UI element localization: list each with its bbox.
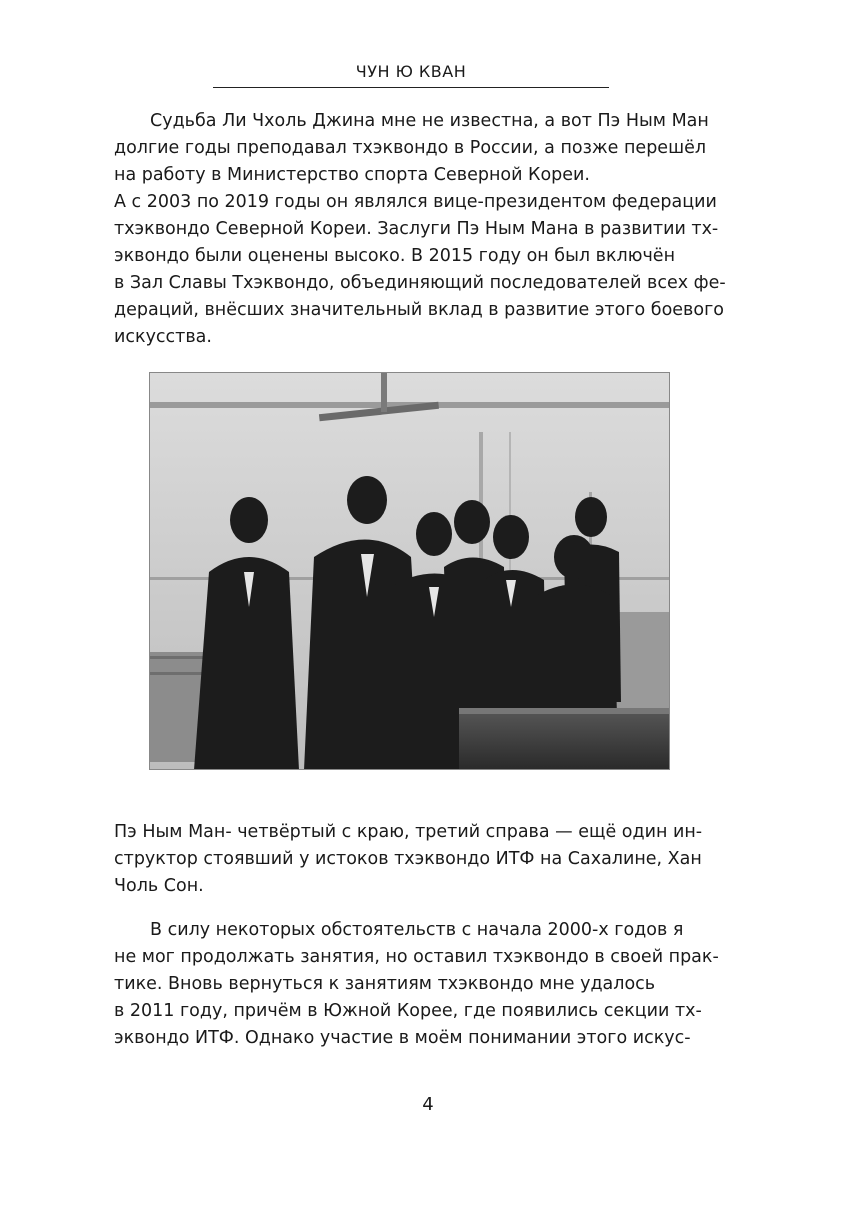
text-line: в Зал Славы Тхэквондо, объединяющий последователей всех фе- [114,273,726,293]
page-number: 4 [422,1094,434,1115]
caption-line: структор стоявший у истоков тхэквондо ИТФ на Сахалине, Хан [114,849,702,869]
text-line: на работу в Министерство спорта Северной Кореи. [114,165,590,185]
text-line: в 2011 году, причём в Южной Корее, где появились секции тх- [114,1001,702,1021]
text-line: эквондо ИТФ. Однако участие в моём понимании этого искус- [114,1028,691,1048]
text-line: дераций, внёсших значительный вклад в развитие этого боевого [114,300,724,320]
photo-caption [114,819,714,900]
text-line: А с 2003 по 2019 годы он являлся вице-президентом федерации [114,192,717,212]
paragraph-intro [114,108,726,351]
text-line: искусства. [114,327,212,347]
caption-line: Пэ Ным Ман- четвёртый с краю, третий справа — ещё один ин- [114,822,703,842]
caption-line: Чоль Сон. [114,876,204,896]
text-line: не мог продолжать занятия, но оставил тхэквондо в своей прак- [114,947,719,967]
text-line: долгие годы преподавал тхэквондо в России, а позже перешёл [114,138,707,158]
paragraph-continuation [114,917,719,1052]
header-rule [213,87,609,88]
text-line: В силу некоторых обстоятельств с начала 2000-х годов я [150,920,684,940]
running-head-title: ЧУН Ю КВАН [355,62,467,81]
group-photo [149,372,670,770]
text-line: Судьба Ли Чхоль Джина мне не известна, а вот Пэ Ным Ман [150,111,709,131]
text-line: тике. Вновь вернуться к занятиям тхэквондо мне удалось [114,974,656,994]
text-line: эквондо были оценены высоко. В 2015 году он был включён [114,246,676,266]
text-line: тхэквондо Северной Кореи. Заслуги Пэ Ным Мана в развитии тх- [114,219,719,239]
